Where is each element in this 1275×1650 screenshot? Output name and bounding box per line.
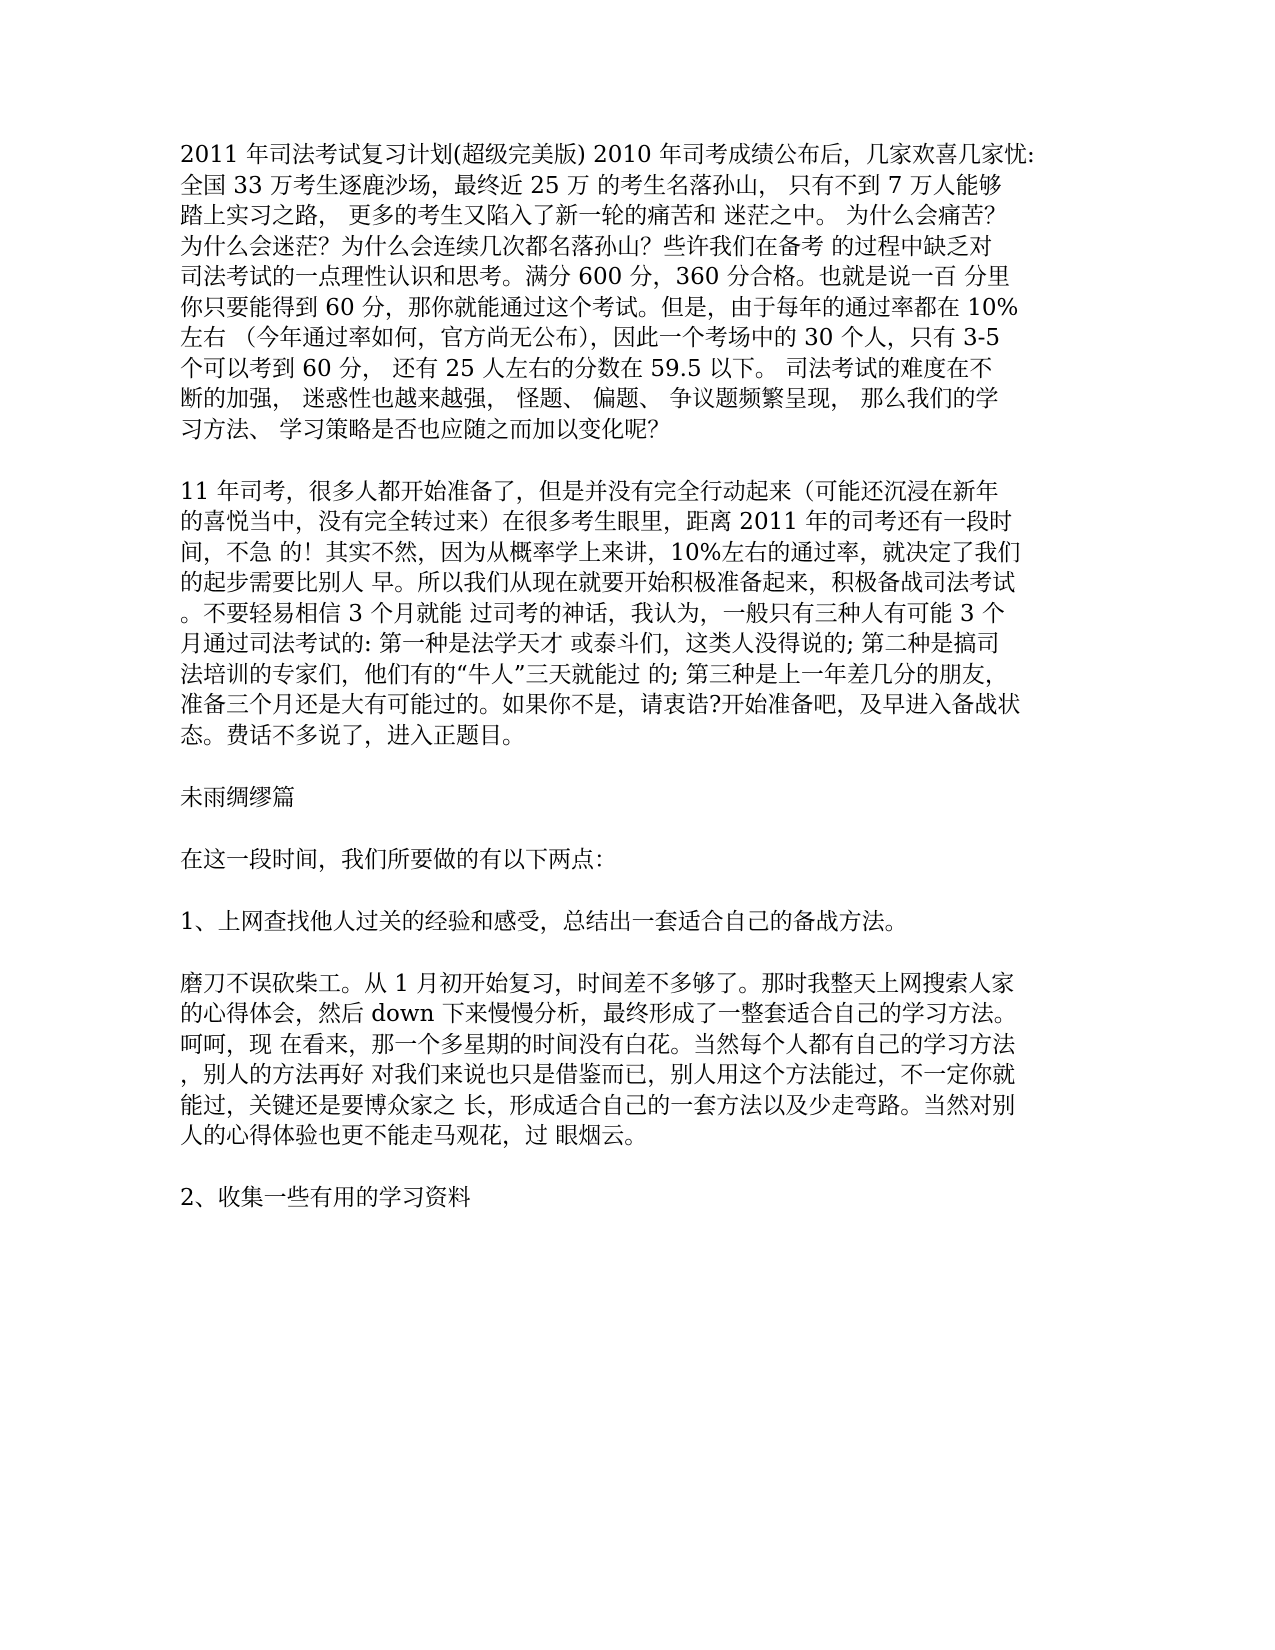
text-line: 呵呵，现 在看来，那一个多星期的时间没有白花。当然每个人都有自己的学习方法	[180, 1031, 1016, 1058]
text-line: 准备三个月还是大有可能过的。如果你不是，请衷诰?开始准备吧，及早进入备战状	[180, 692, 1021, 718]
text-line: 的起步需要比别人 早。所以我们从现在就要开始积极准备起来，积极备战司法考试	[180, 570, 1016, 596]
text-line: 为什么会迷茫？为什么会连续几次都名落孙山？些许我们在备考 的过程中缺乏对	[180, 233, 993, 260]
text-line: 断的加强， 迷惑性也越来越强， 怪题、 偏题、 争议题频繁呈现， 那么我们的学	[180, 386, 999, 412]
text-line: 人的心得体验也更不能走马观花，过 眼烟云。	[180, 1123, 648, 1149]
text-line: 左右 （今年通过率如何，官方尚无公布），因此一个考场中的 30 个人，只有 3-5	[180, 325, 1001, 351]
text-line: 全国 33 万考生逐鹿沙场，最终近 25 万 的考生名落孙山， 只有不到 7 万人能够	[180, 172, 1002, 199]
text-line: 态。费话不多说了，进入正题目。	[180, 722, 525, 749]
text-line: 的心得体会，然后 down 下来慢慢分析，最终形成了一整套适合自己的学习方法。	[180, 1001, 1017, 1027]
section-heading	[180, 783, 1060, 814]
paragraph-spacer	[180, 445, 1060, 477]
text-line: 在这一段时间，我们所要做的有以下两点：	[180, 846, 617, 873]
text-line: 司法考试的一点理性认识和思考。满分 600 分，360 分合格。也就是说一百 分里	[180, 264, 1011, 290]
text-line: 你只要能得到 60 分，那你就能通过这个考试。但是，由于每年的通过率都在 10%	[180, 294, 1019, 321]
text-line: 习方法、 学习策略是否也应随之而加以变化呢？	[180, 416, 671, 443]
text-line: 。不要轻易相信 3 个月就能 过司考的神话，我认为，一般只有三种人有可能 3 个	[180, 600, 1005, 627]
text-line: 间，不急 的！其实不然，因为从概率学上来讲，10%左右的通过率，就决定了我们	[180, 539, 1021, 566]
paragraph-spacer	[180, 937, 1060, 969]
document-page	[180, 140, 1060, 1214]
text-line: ，别人的方法再好 对我们来说也只是借鉴而已，别人用这个方法能过，不一定你就	[180, 1062, 1016, 1088]
list-item-point-1	[180, 907, 1060, 938]
text-line: 能过，关键还是要博众家之 长，形成适合自己的一套方法以及少走弯路。当然对别	[180, 1092, 1016, 1119]
paragraph-spacer	[180, 751, 1060, 783]
text-line: 月通过司法考试的: 第一种是法学天才 或泰斗们，这类人没得说的; 第二种是搞司	[180, 631, 1000, 657]
heading-text: 未雨绸缪篇	[180, 784, 295, 811]
paragraph-spacer	[180, 875, 1060, 907]
text-line: 法培训的专家们，他们有的“牛人”三天就能过 的; 第三种是上一年差几分的朋友，	[180, 661, 1008, 688]
text-line: 磨刀不误砍柴工。从 1 月初开始复习，时间差不多够了。那时我整天上网搜索人家	[180, 970, 1015, 997]
text-line: 11 年司考，很多人都开始准备了，但是并没有完全行动起来（可能还沉浸在新年	[180, 478, 999, 505]
text-line: 踏上实习之路， 更多的考生又陷入了新一轮的痛苦和 迷茫之中。 为什么会痛苦？	[180, 203, 1007, 229]
paragraph-spacer	[180, 813, 1060, 845]
paragraph-spacer	[180, 1152, 1060, 1184]
paragraph-intro	[180, 140, 1060, 445]
text-line: 2、收集一些有用的学习资料	[180, 1185, 471, 1211]
paragraph-point-1-body	[180, 969, 1060, 1152]
text-line: 1、上网查找他人过关的经验和感受，总结出一套适合自己的备战方法。	[180, 908, 908, 935]
text-line: 2011 年司法考试复习计划(超级完美版) 2010 年司考成绩公布后，几家欢喜几家忧:	[180, 142, 1035, 168]
paragraph-intro-points	[180, 845, 1060, 876]
text-line: 个可以考到 60 分， 还有 25 人左右的分数在 59.5 以下。 司法考试的难度在不	[180, 355, 993, 382]
list-item-point-2	[180, 1183, 1060, 1214]
paragraph-second	[180, 477, 1060, 752]
text-line: 的喜悦当中，没有完全转过来）在很多考生眼里，距离 2011 年的司考还有一段时	[180, 509, 1013, 535]
